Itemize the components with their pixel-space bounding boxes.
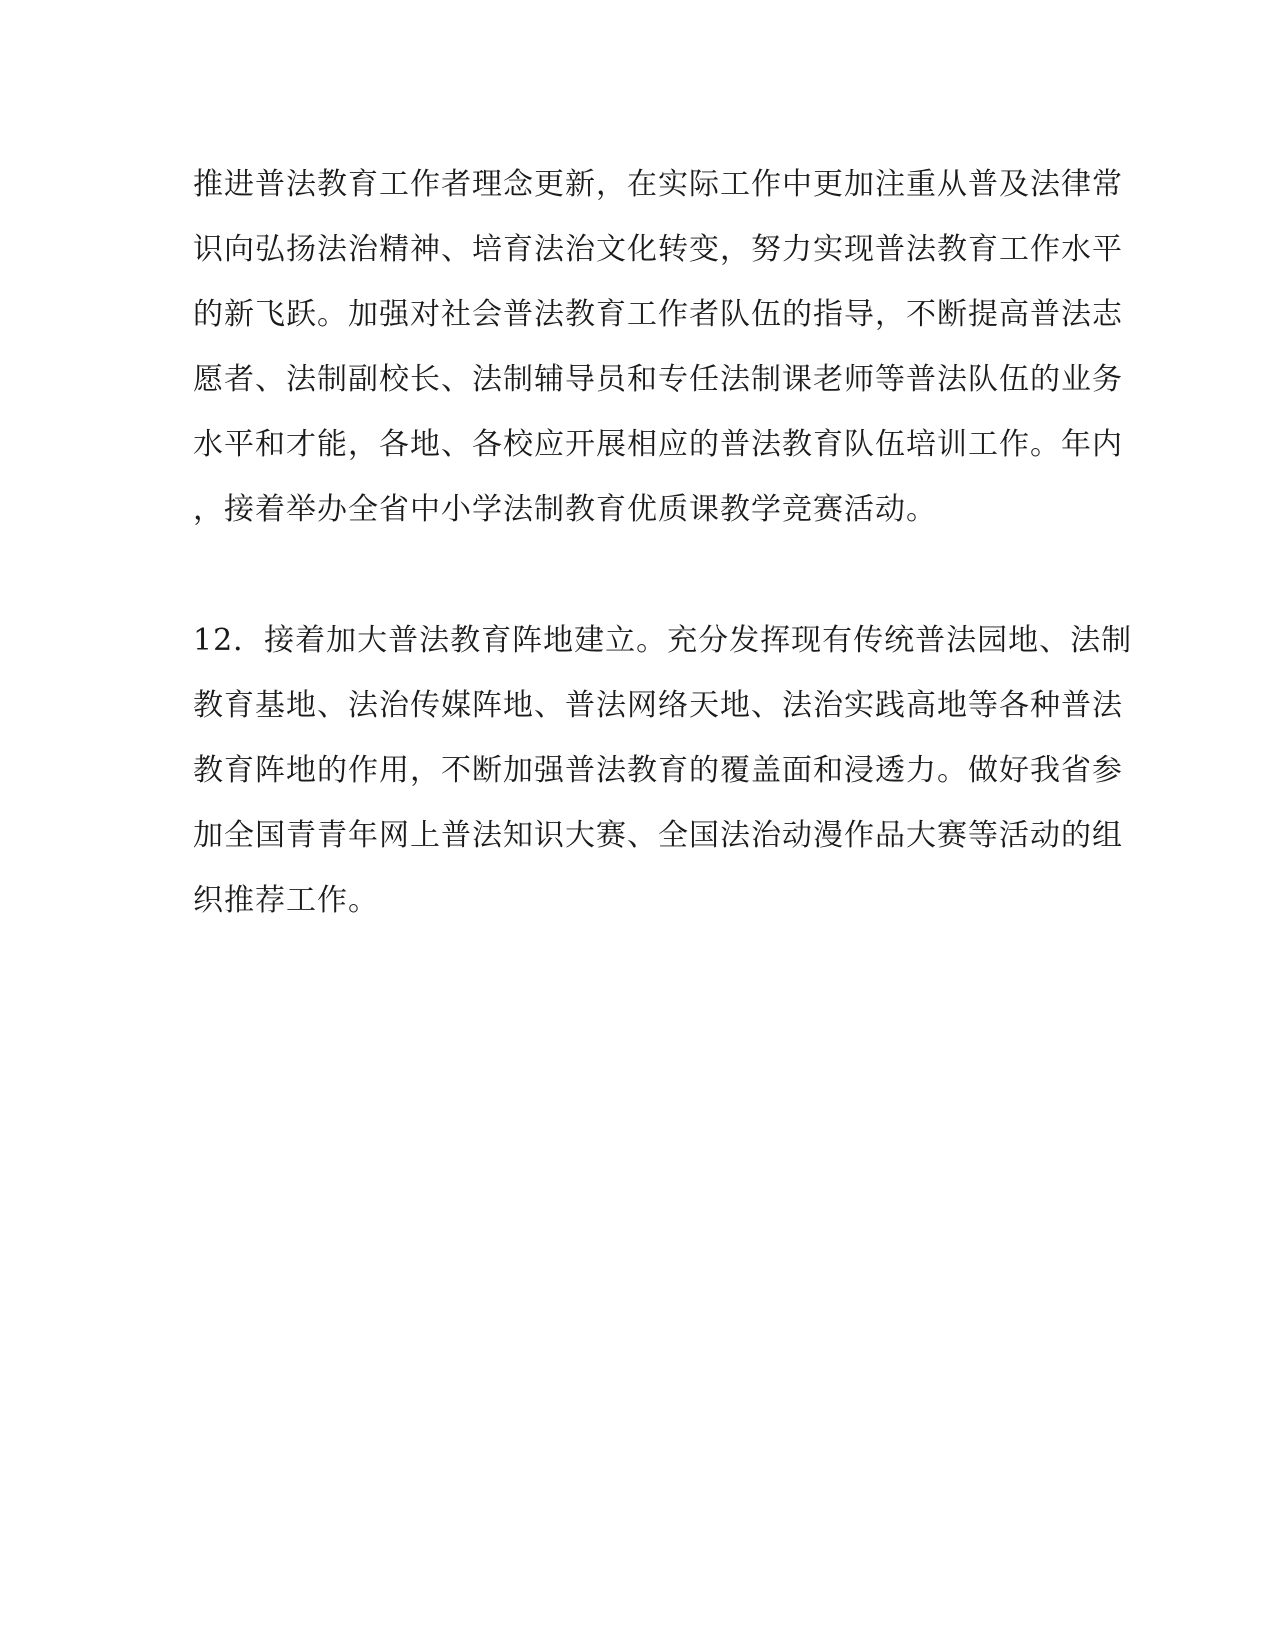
paragraph-2 [193,608,1133,933]
text-line: 推进普法教育工作者理念更新，在实际工作中更加注重从普及法律常 [193,167,1123,202]
text-line: 愿者、法制副校长、法制辅导员和专任法制课老师等普法队伍的业务 [193,362,1123,397]
text-line: 的新飞跃。加强对社会普法教育工作者队伍的指导，不断提高普法志 [193,297,1123,332]
text-line: 加全国青青年网上普法知识大赛、全国法治动漫作品大赛等活动的组 [193,818,1123,853]
text-line: 水平和才能，各地、各校应开展相应的普法教育队伍培训工作。年内 [193,427,1123,462]
paragraph-1 [193,152,1123,542]
text-line: 识向弘扬法治精神、培育法治文化转变，努力实现普法教育工作水平 [193,232,1123,267]
text-line: 教育阵地的作用，不断加强普法教育的覆盖面和浸透力。做好我省参 [193,753,1123,788]
text-line: 教育基地、法治传媒阵地、普法网络天地、法治实践高地等各种普法 [193,688,1123,723]
text-line: ，接着举办全省中小学法制教育优质课教学竞赛活动。 [193,492,937,527]
text-line: 12．接着加大普法教育阵地建立。充分发挥现有传统普法园地、法制 [193,623,1133,658]
text-line: 织推荐工作。 [193,883,379,918]
